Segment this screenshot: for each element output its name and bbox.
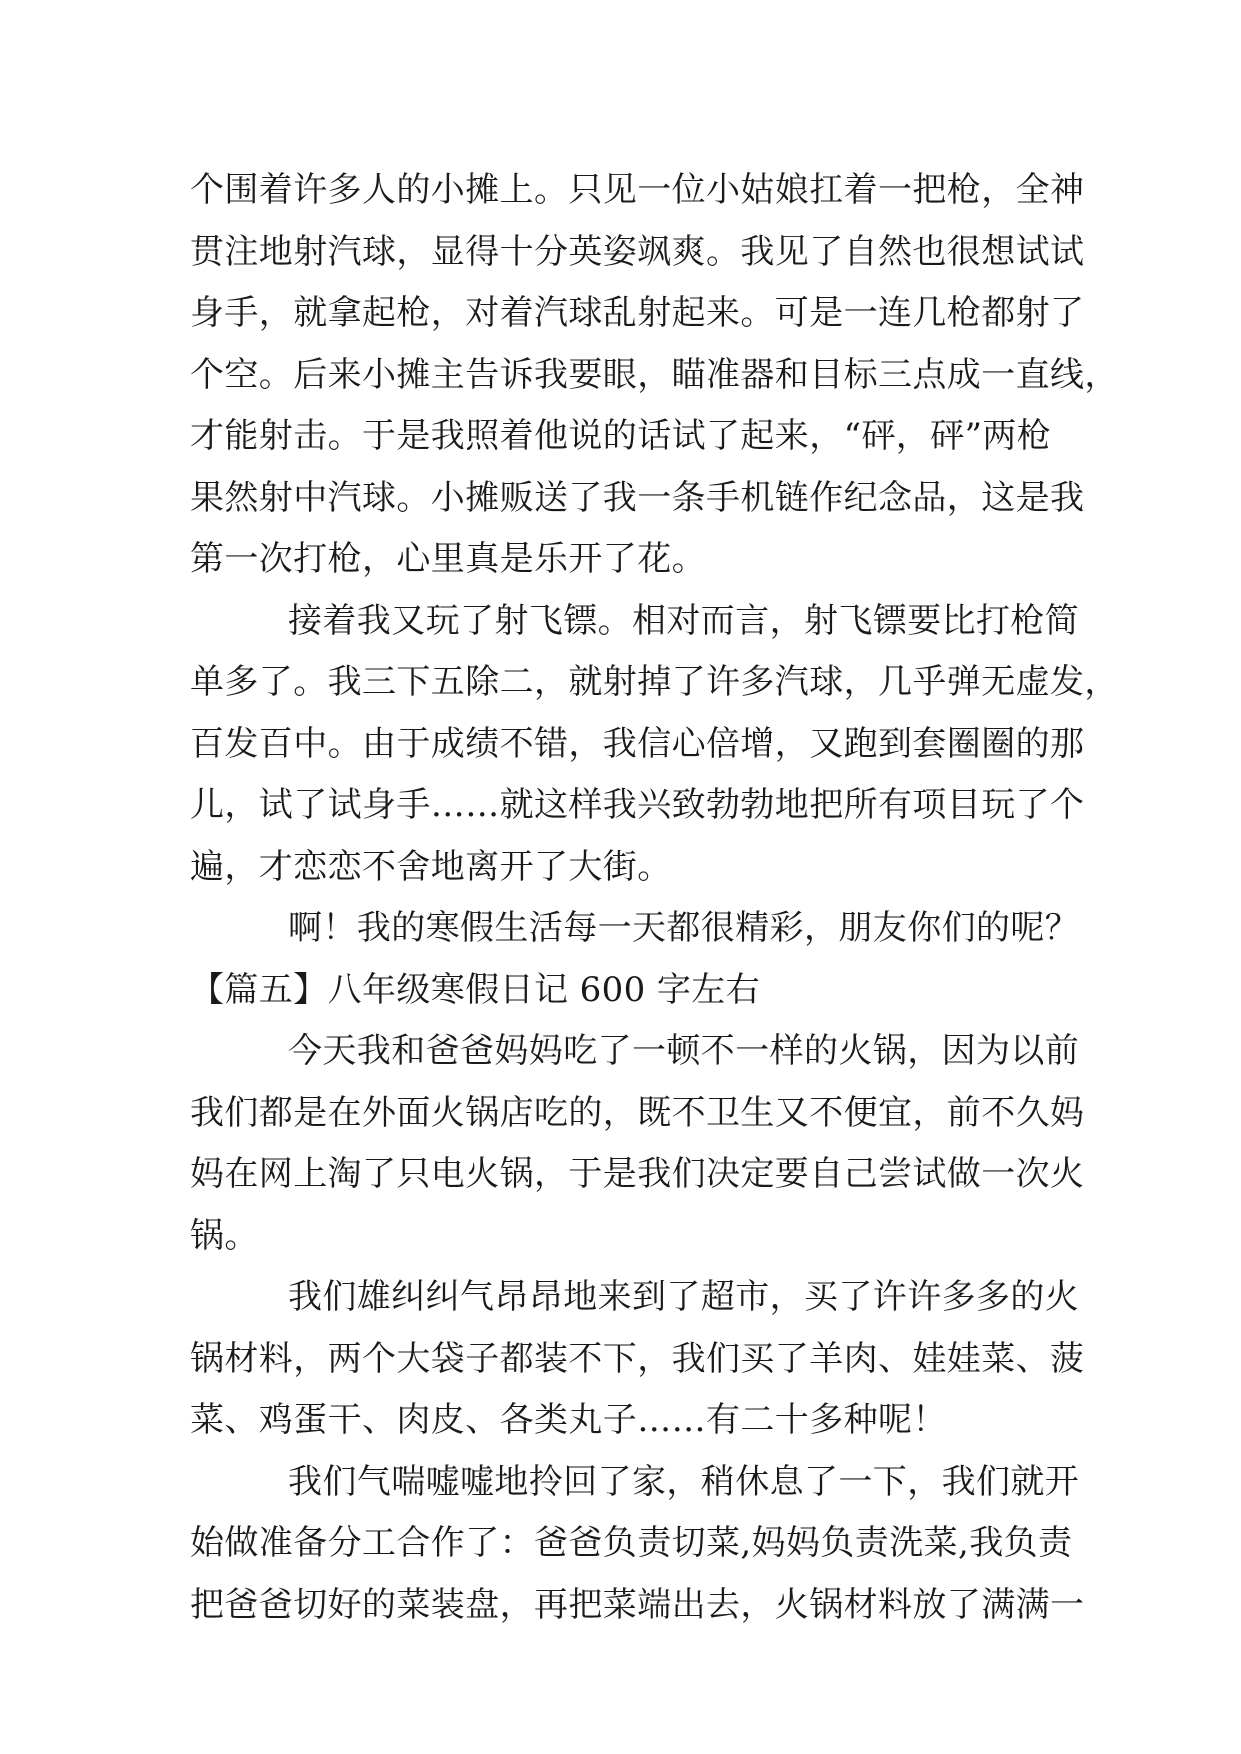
section-heading: 【篇五】八年级寒假日记 600 字左右	[190, 969, 761, 1010]
paragraph-first-line: 今天我和爸爸妈妈吃了一顿不一样的火锅，因为以前	[288, 1031, 1080, 1071]
text-line: 才能射击。于是我照着他说的话试了起来，“砰，砰”两枪	[190, 416, 1052, 456]
text-line: 贯注地射汽球，显得十分英姿飒爽。我见了自然也很想试试	[190, 231, 1085, 272]
paragraph-first-line: 我们气喘嘘嘘地拎回了家，稍休息了一下，我们就开	[288, 1461, 1080, 1502]
text-line: 百发百中。由于成绩不错，我信心倍增，又跑到套圈圈的那	[190, 723, 1085, 764]
text-line: 果然射中汽球。小摊贩送了我一条手机链作纪念品，这是我	[190, 477, 1085, 518]
text-line: 儿，试了试身手……就这样我兴致勃勃地把所有项目玩了个	[190, 785, 1085, 825]
paragraph-first-line: 啊！我的寒假生活每一天都很精彩，朋友你们的呢？	[288, 908, 1080, 948]
text-line: 始做准备分工合作了：爸爸负责切菜,妈妈负责洗菜,我负责	[190, 1523, 1073, 1563]
text-line: 遍，才恋恋不舍地离开了大街。	[190, 846, 672, 887]
text-line: 锅。	[190, 1215, 259, 1256]
text-line: 第一次打枪，心里真是乐开了花。	[190, 539, 706, 579]
text-line: 单多了。我三下五除二，就射掉了许多汽球，几乎弹无虚发，	[190, 662, 1119, 702]
text-line: 锅材料，两个大袋子都装不下，我们买了羊肉、娃娃菜、菠	[190, 1338, 1085, 1379]
paragraph-first-line: 接着我又玩了射飞镖。相对而言，射飞镖要比打枪简	[288, 600, 1080, 641]
text-line: 身手，就拿起枪，对着汽球乱射起来。可是一连几枪都射了	[190, 293, 1085, 333]
text-line: 个围着许多人的小摊上。只见一位小姑娘扛着一把枪，全神	[190, 170, 1085, 210]
text-line: 菜、鸡蛋干、肉皮、各类丸子……有二十多种呢！	[190, 1400, 947, 1440]
text-line: 我们都是在外面火锅店吃的，既不卫生又不便宜，前不久妈	[190, 1092, 1085, 1133]
document-body	[190, 160, 1119, 1636]
text-line: 把爸爸切好的菜装盘，再把菜端出去，火锅材料放了满满一	[190, 1584, 1085, 1625]
paragraph-first-line: 我们雄纠纠气昂昂地来到了超市，买了许许多多的火	[288, 1277, 1080, 1317]
text-line: 个空。后来小摊主告诉我要眼，瞄准器和目标三点成一直线，	[190, 354, 1119, 395]
text-line: 妈在网上淘了只电火锅，于是我们决定要自己尝试做一次火	[190, 1154, 1085, 1194]
